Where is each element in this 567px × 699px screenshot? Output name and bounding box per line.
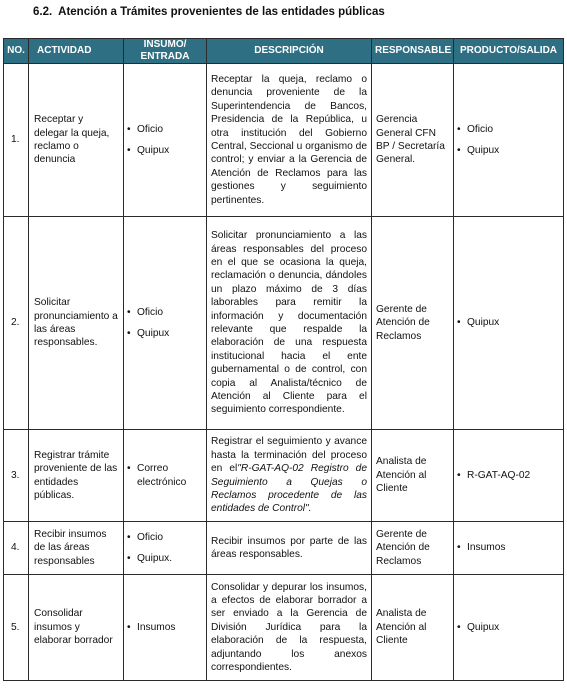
header-producto: PRODUCTO/SALIDA bbox=[454, 39, 564, 64]
description-cell: Solicitar pronunciamiento a las áreas responsables del proceso en el que se ocasiona la queja, reclamación o denuncia, dándoles un plazo máximo de 3 días laborables para remitir la información y documentación relevante que respalde la elaboración de una respuesta institucional hacia el ente gubernamental o de control, con copia al Analista/técnico de Atención al Cliente para el seguimiento correspondiente. bbox=[207, 217, 372, 430]
output-cell bbox=[454, 64, 564, 217]
input-item: • Correo electrónico bbox=[127, 462, 203, 489]
input-item: • Quipux bbox=[127, 144, 203, 157]
description-cell: Consolidar y depurar los insumos, a efectos de elaborar borrador a ser enviado a la Gerencia de División Jurídica para la elaboración de la respuesta, adjuntando los anexos correspondientes. bbox=[207, 575, 372, 681]
header-actividad: ACTIVIDAD bbox=[29, 39, 124, 64]
responsible-cell: Analista de Atención al Cliente bbox=[372, 575, 454, 681]
activity-cell: Consolidar insumos y elaborar borrador bbox=[29, 575, 124, 681]
header-descripcion: DESCRIPCIÓN bbox=[207, 39, 372, 64]
record-code-reference: "R-GAT-AQ-02 Registro de Seguimiento a Quejas o Reclamos procedente de las entidades de Control". bbox=[211, 463, 367, 515]
section-number: 6.2. bbox=[33, 6, 53, 18]
output-item: • Quipux bbox=[457, 144, 560, 157]
output-cell bbox=[454, 575, 564, 681]
table-header-row bbox=[4, 39, 564, 64]
output-cell bbox=[454, 430, 564, 522]
header-insumo: INSUMO/ ENTRADA bbox=[124, 39, 207, 64]
table-row bbox=[4, 522, 564, 575]
input-cell bbox=[124, 64, 207, 217]
description-cell: Recibir insumos por parte de las áreas responsables. bbox=[207, 522, 372, 575]
responsible-cell: Gerente de Atención de Reclamos bbox=[372, 217, 454, 430]
output-item: • Oficio bbox=[457, 123, 560, 136]
description-cell: Receptar la queja, reclamo o denuncia proveniente de la Superintendencia de Bancos, Presidencia de la República, u otra institución del Gobierno Central, Seccional u organismo de control; y enviar a la Gerencia de Atención de Reclamos para las gestiones y seguimiento pertinentes. bbox=[207, 64, 372, 217]
activity-cell: Receptar y delegar la queja, reclamo o denuncia bbox=[29, 64, 124, 217]
table-row bbox=[4, 217, 564, 430]
input-cell bbox=[124, 522, 207, 575]
input-cell bbox=[124, 575, 207, 681]
input-item: • Insumos bbox=[127, 621, 203, 634]
activity-cell: Recibir insumos de las áreas responsables bbox=[29, 522, 124, 575]
input-item: • Oficio bbox=[127, 531, 203, 544]
input-cell bbox=[124, 430, 207, 522]
row-number: 3. bbox=[4, 430, 29, 522]
table-row bbox=[4, 64, 564, 217]
description-text: Registrar el seguimiento y avance hasta la terminación del proceso en el bbox=[211, 436, 367, 475]
header-no: NO. bbox=[4, 39, 29, 64]
responsible-cell: Gerente de Atención de Reclamos bbox=[372, 522, 454, 575]
output-item: • Quipux bbox=[457, 316, 560, 329]
responsible-cell: Analista de Atención al Cliente bbox=[372, 430, 454, 522]
row-number: 5. bbox=[4, 575, 29, 681]
process-table bbox=[3, 38, 564, 681]
row-number: 2. bbox=[4, 217, 29, 430]
section-title: Atención a Trámites provenientes de las entidades públicas bbox=[58, 6, 385, 18]
input-item: • Quipux. bbox=[127, 552, 203, 565]
row-number: 4. bbox=[4, 522, 29, 575]
output-item: • R-GAT-AQ-02 bbox=[457, 469, 560, 482]
output-cell bbox=[454, 217, 564, 430]
output-cell bbox=[454, 522, 564, 575]
row-number: 1. bbox=[4, 64, 29, 217]
table-row bbox=[4, 430, 564, 522]
activity-cell: Solicitar pronunciamiento a las áreas responsables. bbox=[29, 217, 124, 430]
activity-cell: Registrar trámite proveniente de las entidades públicas. bbox=[29, 430, 124, 522]
input-item: • Quipux bbox=[127, 327, 203, 340]
header-responsable: RESPONSABLE bbox=[372, 39, 454, 64]
output-item: • Insumos bbox=[457, 541, 560, 554]
input-cell bbox=[124, 217, 207, 430]
section-heading bbox=[33, 4, 553, 20]
input-item: • Oficio bbox=[127, 123, 203, 136]
input-item: • Oficio bbox=[127, 306, 203, 319]
output-item: • Quipux bbox=[457, 621, 560, 634]
table-row bbox=[4, 575, 564, 681]
description-cell bbox=[207, 430, 372, 522]
responsible-cell: Gerencia General CFN BP / Secretaría General. bbox=[372, 64, 454, 217]
